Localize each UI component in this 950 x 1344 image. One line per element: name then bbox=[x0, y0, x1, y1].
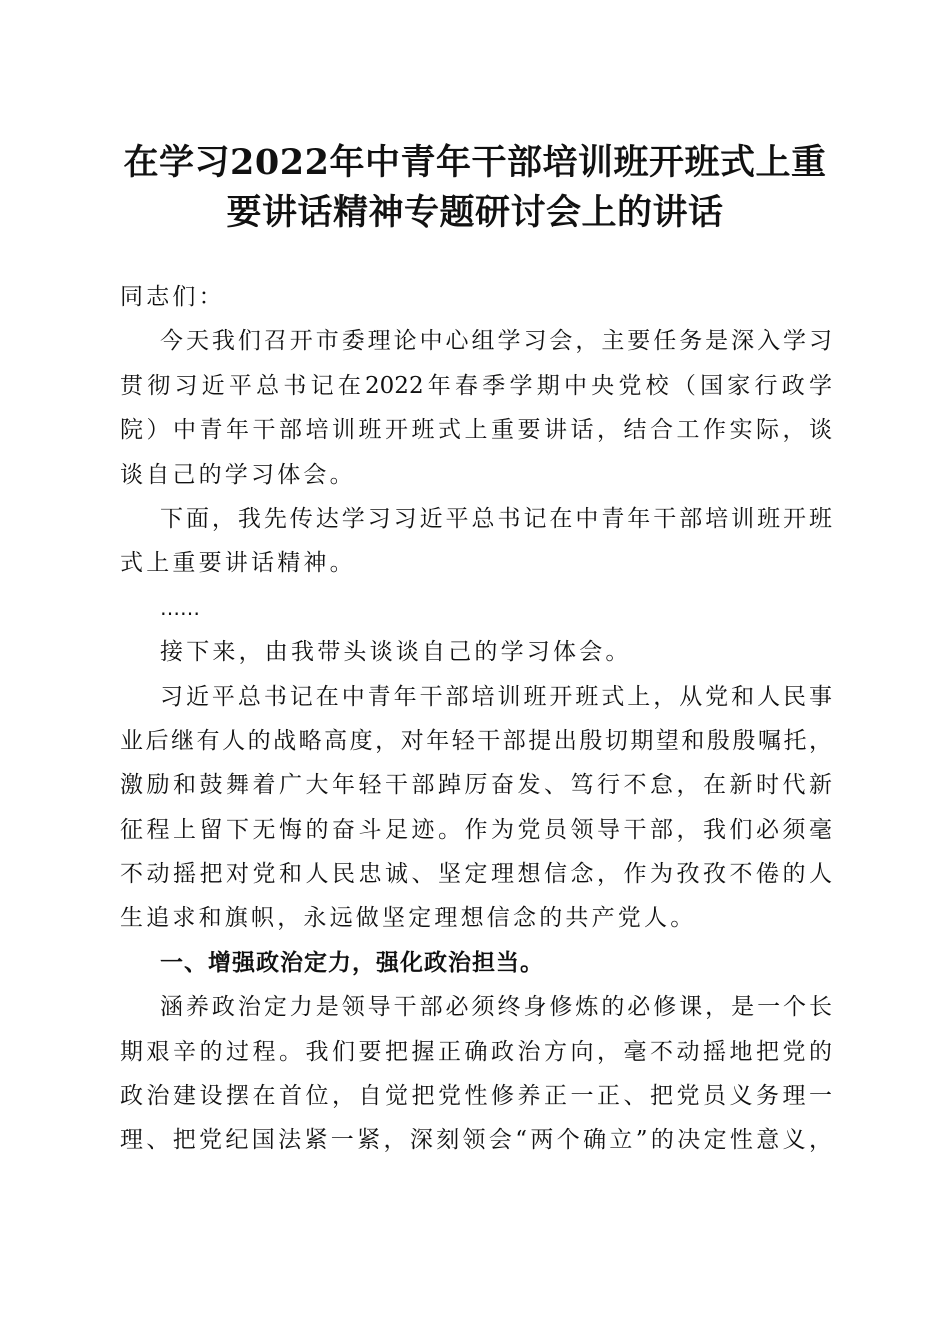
section-heading-1: 一、增强政治定力，强化政治担当。 bbox=[160, 949, 544, 976]
document-body bbox=[120, 275, 832, 1163]
paragraph-relay bbox=[120, 497, 832, 586]
paragraph-line: 接下来，由我带头谈谈自己的学习体会。 bbox=[160, 639, 632, 666]
paragraph-line: 业后继有人的战略高度，对年轻干部提出殷切期望和殷殷嘱托， bbox=[120, 727, 832, 754]
paragraph-line: 生追求和旗帜，永远做坚定理想信念的共产党人。 bbox=[120, 905, 697, 932]
paragraph-line: 政治建设摆在首位，自觉把党性修养正一正、把党员义务理一 bbox=[120, 1083, 832, 1110]
paragraph-line: 习近平总书记在中青年干部培训班开班式上，从党和人民事 bbox=[160, 683, 832, 710]
paragraph-transition bbox=[120, 630, 832, 674]
paragraph-line: 今天我们召开市委理论中心组学习会，主要任务是深入学习 bbox=[160, 328, 832, 355]
paragraph-line: 征程上留下无悔的奋斗足迹。作为党员领导干部，我们必须毫 bbox=[120, 816, 832, 843]
omission-ellipsis: …… bbox=[160, 595, 200, 620]
paragraph-line: 院）中青年干部培训班开班式上重要讲话，结合工作实际，谈 bbox=[120, 417, 832, 444]
paragraph-line: 下面，我先传达学习习近平总书记在中青年干部培训班开班 bbox=[160, 505, 832, 532]
paragraph-line: 不动摇把对党和人民忠诚、坚定理想信念，作为孜孜不倦的人 bbox=[120, 861, 832, 888]
paragraph-section1 bbox=[120, 985, 832, 1163]
paragraph-line: 贯彻习近平总书记在2022年春季学期中央党校（国家行政学 bbox=[120, 372, 832, 399]
title-line-2: 要讲话精神专题研讨会上的讲话 bbox=[226, 192, 724, 233]
document-title bbox=[118, 138, 832, 238]
paragraph-line: 式上重要讲话精神。 bbox=[120, 550, 356, 577]
paragraph-line: 涵养政治定力是领导干部必须终身修炼的必修课，是一个长 bbox=[160, 994, 832, 1021]
paragraph-opening bbox=[120, 319, 832, 497]
salutation: 同志们： bbox=[120, 284, 225, 310]
paragraph-line: 激励和鼓舞着广大年轻干部踔厉奋发、笃行不怠，在新时代新 bbox=[120, 772, 832, 799]
paragraph-line: 理、把党纪国法紧一紧，深刻领会“两个确立”的决定性意义， bbox=[120, 1127, 832, 1154]
paragraph-line: 谈自己的学习体会。 bbox=[120, 461, 356, 488]
paragraph-line: 期艰辛的过程。我们要把握正确政治方向，毫不动摇地把党的 bbox=[120, 1038, 832, 1065]
paragraph-remarks bbox=[120, 675, 832, 941]
title-line-1: 在学习2022年中青年干部培训班开班式上重 bbox=[123, 142, 827, 183]
